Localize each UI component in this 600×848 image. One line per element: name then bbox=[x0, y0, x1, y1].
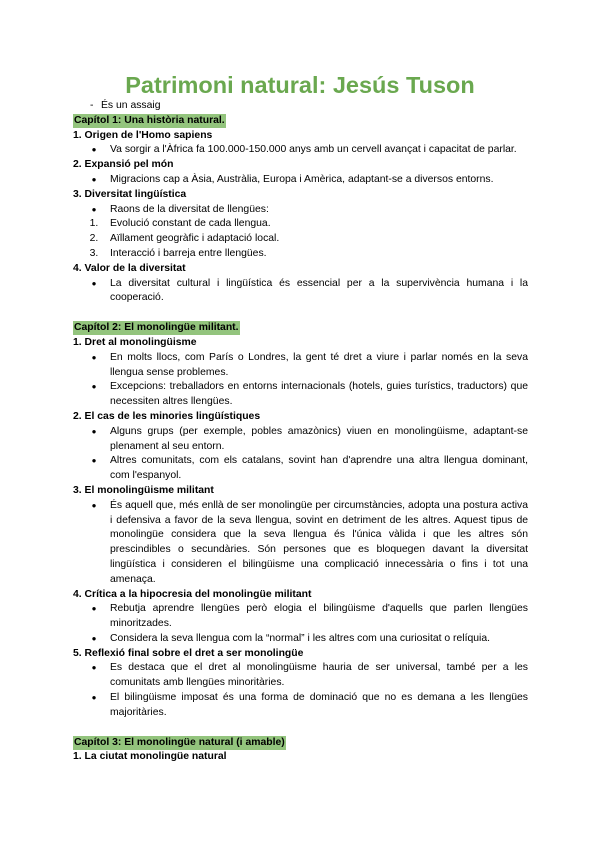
bullet-icon: ● bbox=[91, 174, 97, 184]
dash-marker: - bbox=[90, 100, 94, 111]
section-heading: 1. La ciutat monolingüe natural bbox=[73, 751, 227, 763]
section-heading: 2. Expansió pel món bbox=[73, 159, 174, 171]
intro-text: És un assaig bbox=[101, 100, 161, 111]
section-heading: 4. Valor de la diversitat bbox=[73, 262, 186, 274]
item-number: 3. bbox=[89, 247, 99, 259]
bullet-icon: ● bbox=[91, 278, 97, 288]
bullet-item: ● Migracions cap a Àsia, Austràlia, Europa i Amèrica, adaptant-se a diversos entorns. bbox=[73, 173, 528, 188]
bullet-item: ● Excepcions: treballadors en entorns internacionals (hotels, guies turístics, traductors) que necessiten altres llengües. bbox=[73, 380, 528, 410]
document-body bbox=[73, 99, 528, 765]
bullet-icon: ● bbox=[91, 382, 97, 392]
bullet-item: ● Rebutja aprendre llengües però elogia el bilingüisme d'aquells que parlen llengües minoritzades. bbox=[73, 602, 528, 632]
chapter-2-heading: Capítol 2: El monolingüe militant. bbox=[74, 322, 239, 334]
item-number: 2. bbox=[89, 233, 99, 245]
section-heading: 5. Reflexió final sobre el dret a ser monolingüe bbox=[73, 647, 304, 659]
bullet-item: ● Va sorgir a l'Àfrica fa 100.000-150.000 anys amb un cervell avançat i capacitat de parlar. bbox=[73, 143, 528, 158]
section-heading: 4. Crítica a la hipocresia del monolingüe militant bbox=[73, 588, 312, 600]
section-heading: 3. El monolingüisme militant bbox=[73, 484, 214, 496]
bullet-icon: ● bbox=[91, 145, 97, 155]
section-heading: 1. Dret al monolingüisme bbox=[73, 336, 197, 348]
document-title: Patrimoni natural: Jesús Tuson bbox=[125, 72, 475, 98]
bullet-icon: ● bbox=[91, 352, 97, 362]
bullet-item: ● És aquell que, més enllà de ser monolingüe per circumstàncies, adopta una postura activa i defensiva a favor de la seva llengua, sovint en detriment de les altres. Aquest tipus de monolingüe considera que la seva llengua és l'única vàlida i que les altres són prescindibles o secundàries. Són persones que es bloquegen davant la diversitat lingüística i consideren el bilingüisme una complicació innecessària o fins i tot una amenaça. bbox=[73, 499, 528, 588]
numbered-item: 1. Evolució constant de cada llengua. bbox=[73, 217, 528, 232]
item-number: 1. bbox=[89, 218, 99, 230]
section-heading: 1. Origen de l'Homo sapiens bbox=[73, 129, 213, 141]
section-heading: 2. El cas de les minories lingüístiques bbox=[73, 410, 261, 422]
bullet-icon: ● bbox=[91, 663, 97, 673]
bullet-item: ● La diversitat cultural i lingüística és essencial per a la supervivència humana i la cooperació. bbox=[73, 277, 528, 307]
bullet-item: ● El bilingüisme imposat és una forma de dominació que no es demana a les llengües majoritàries. bbox=[73, 691, 528, 721]
bullet-icon: ● bbox=[91, 426, 97, 436]
numbered-item: 3. Interacció i barreja entre llengües. bbox=[73, 247, 528, 262]
bullet-icon: ● bbox=[91, 204, 97, 214]
bullet-item: ● Altres comunitats, com els catalans, sovint han d'aprendre una altra llengua dominant, com l'espanyol. bbox=[73, 454, 528, 484]
bullet-icon: ● bbox=[91, 693, 97, 703]
bullet-icon: ● bbox=[91, 456, 97, 466]
bullet-icon: ● bbox=[91, 500, 97, 510]
chapter-3-heading: Capítol 3: El monolingüe natural (i amable) bbox=[74, 736, 285, 748]
bullet-item: ● Es destaca que el dret al monolingüisme hauria de ser universal, també per a les comunitats amb llengües minoritàries. bbox=[73, 661, 528, 691]
bullet-icon: ● bbox=[91, 604, 97, 614]
section-heading: 3. Diversitat lingüística bbox=[73, 188, 187, 200]
bullet-item: ● Alguns grups (per exemple, pobles amazònics) viuen en monolingüisme, adaptant-se plenament al seu entorn. bbox=[73, 425, 528, 455]
bullet-item: ● En molts llocs, com París o Londres, la gent té dret a viure i parlar només en la seva llengua sense problemes. bbox=[73, 351, 528, 381]
bullet-item: ● Considera la seva llengua com la “normal” i les altres com una curiositat o relíquia. bbox=[73, 632, 528, 647]
intro-line bbox=[73, 99, 528, 114]
bullet-item: ● Raons de la diversitat de llengües: bbox=[73, 203, 528, 218]
chapter-1-heading: Capítol 1: Una història natural. bbox=[74, 114, 225, 126]
bullet-icon: ● bbox=[91, 633, 97, 643]
numbered-item: 2. Aïllament geogràfic i adaptació local. bbox=[73, 232, 528, 247]
